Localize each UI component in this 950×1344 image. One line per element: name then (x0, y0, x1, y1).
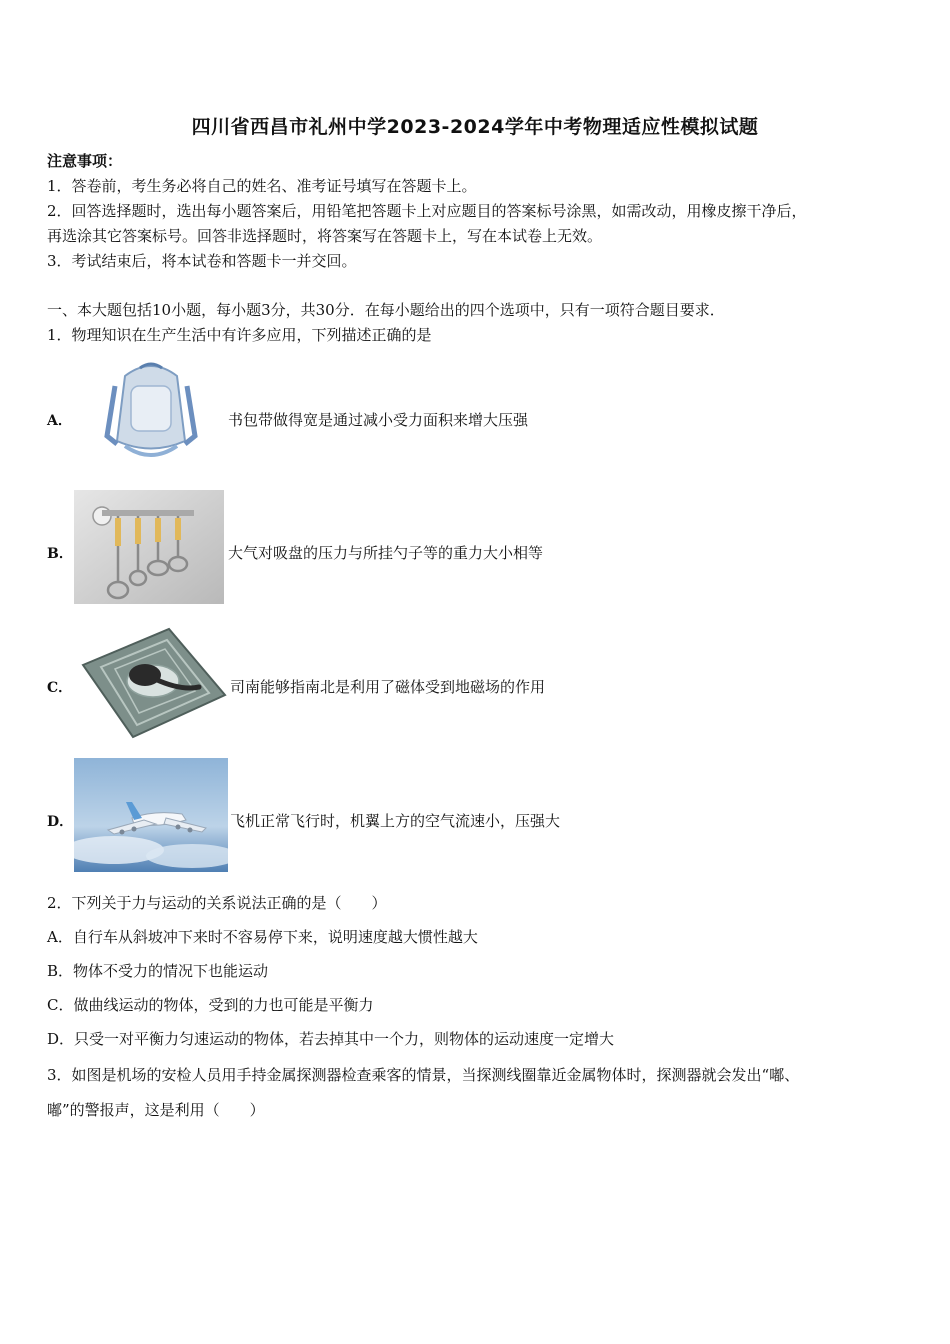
section-1-heading: 一、本大题包括10小题，每小题3分，共30分．在每小题给出的四个选项中，只有一项符合题目要求． (47, 301, 725, 319)
option-a-text: 书包带做得宽是通过减小受力面积来增大压强 (228, 411, 529, 429)
note-item-3: 3．考试结束后，将本试卷和答题卡一并交回。 (47, 252, 357, 270)
question-3-stem-line-1: 3．如图是机场的安检人员用手持金属探测器检查乘客的情景，当探测线圈靠近金属物体时，探测器就会发出“嘟、 (47, 1066, 800, 1084)
option-d-letter: D． (47, 814, 74, 830)
question-2-option-b: B．物体不受力的情况下也能运动 (47, 962, 269, 980)
page-title: 四川省西昌市礼州中学2023-2024学年中考物理适应性模拟试题 (191, 116, 759, 138)
question-1-stem: 1．物理知识在生产生活中有许多应用，下列描述正确的是 (47, 326, 432, 344)
option-a-letter: A． (47, 413, 72, 429)
note-item-2: 2．回答选择题时，选出每小题答案后，用铅笔把答题卡上对应题目的答案标号涂黑，如需改动，用橡皮擦干净后， (47, 202, 807, 220)
question-2-stem: 2．下列关于力与运动的关系说法正确的是（ ） (47, 894, 387, 912)
option-d-text: 飞机正常飞行时，机翼上方的空气流速小，压强大 (230, 812, 561, 830)
backpack-image (95, 356, 207, 468)
option-c-letter: C． (47, 680, 73, 696)
question-2-option-d: D．只受一对平衡力匀速运动的物体，若去掉其中一个力，则物体的运动速度一定增大 (47, 1030, 615, 1048)
question-3-stem-line-2: 嘟”的警报声，这是利用（ ） (47, 1101, 265, 1119)
note-item-2-continued: 再选涂其它答案标号。回答非选择题时，将答案写在答题卡上，写在本试卷上无效。 (47, 227, 603, 245)
option-b-letter: B． (47, 546, 73, 562)
option-b-text: 大气对吸盘的压力与所挂勺子等的重力大小相等 (228, 544, 544, 562)
question-2-option-c: C．做曲线运动的物体，受到的力也可能是平衡力 (47, 996, 374, 1014)
suction-hook-ladles-image (74, 490, 224, 604)
note-item-1: 1．答卷前，考生务必将自己的姓名、准考证号填写在答题卡上。 (47, 177, 477, 195)
option-c-text: 司南能够指南北是利用了磁体受到地磁场的作用 (230, 678, 546, 696)
question-2-option-a: A．自行车从斜坡冲下来时不容易停下来，说明速度越大惯性越大 (47, 928, 478, 946)
airplane-image (74, 758, 228, 872)
sinan-compass-image (73, 625, 229, 740)
notes-heading: 注意事项： (47, 152, 123, 170)
